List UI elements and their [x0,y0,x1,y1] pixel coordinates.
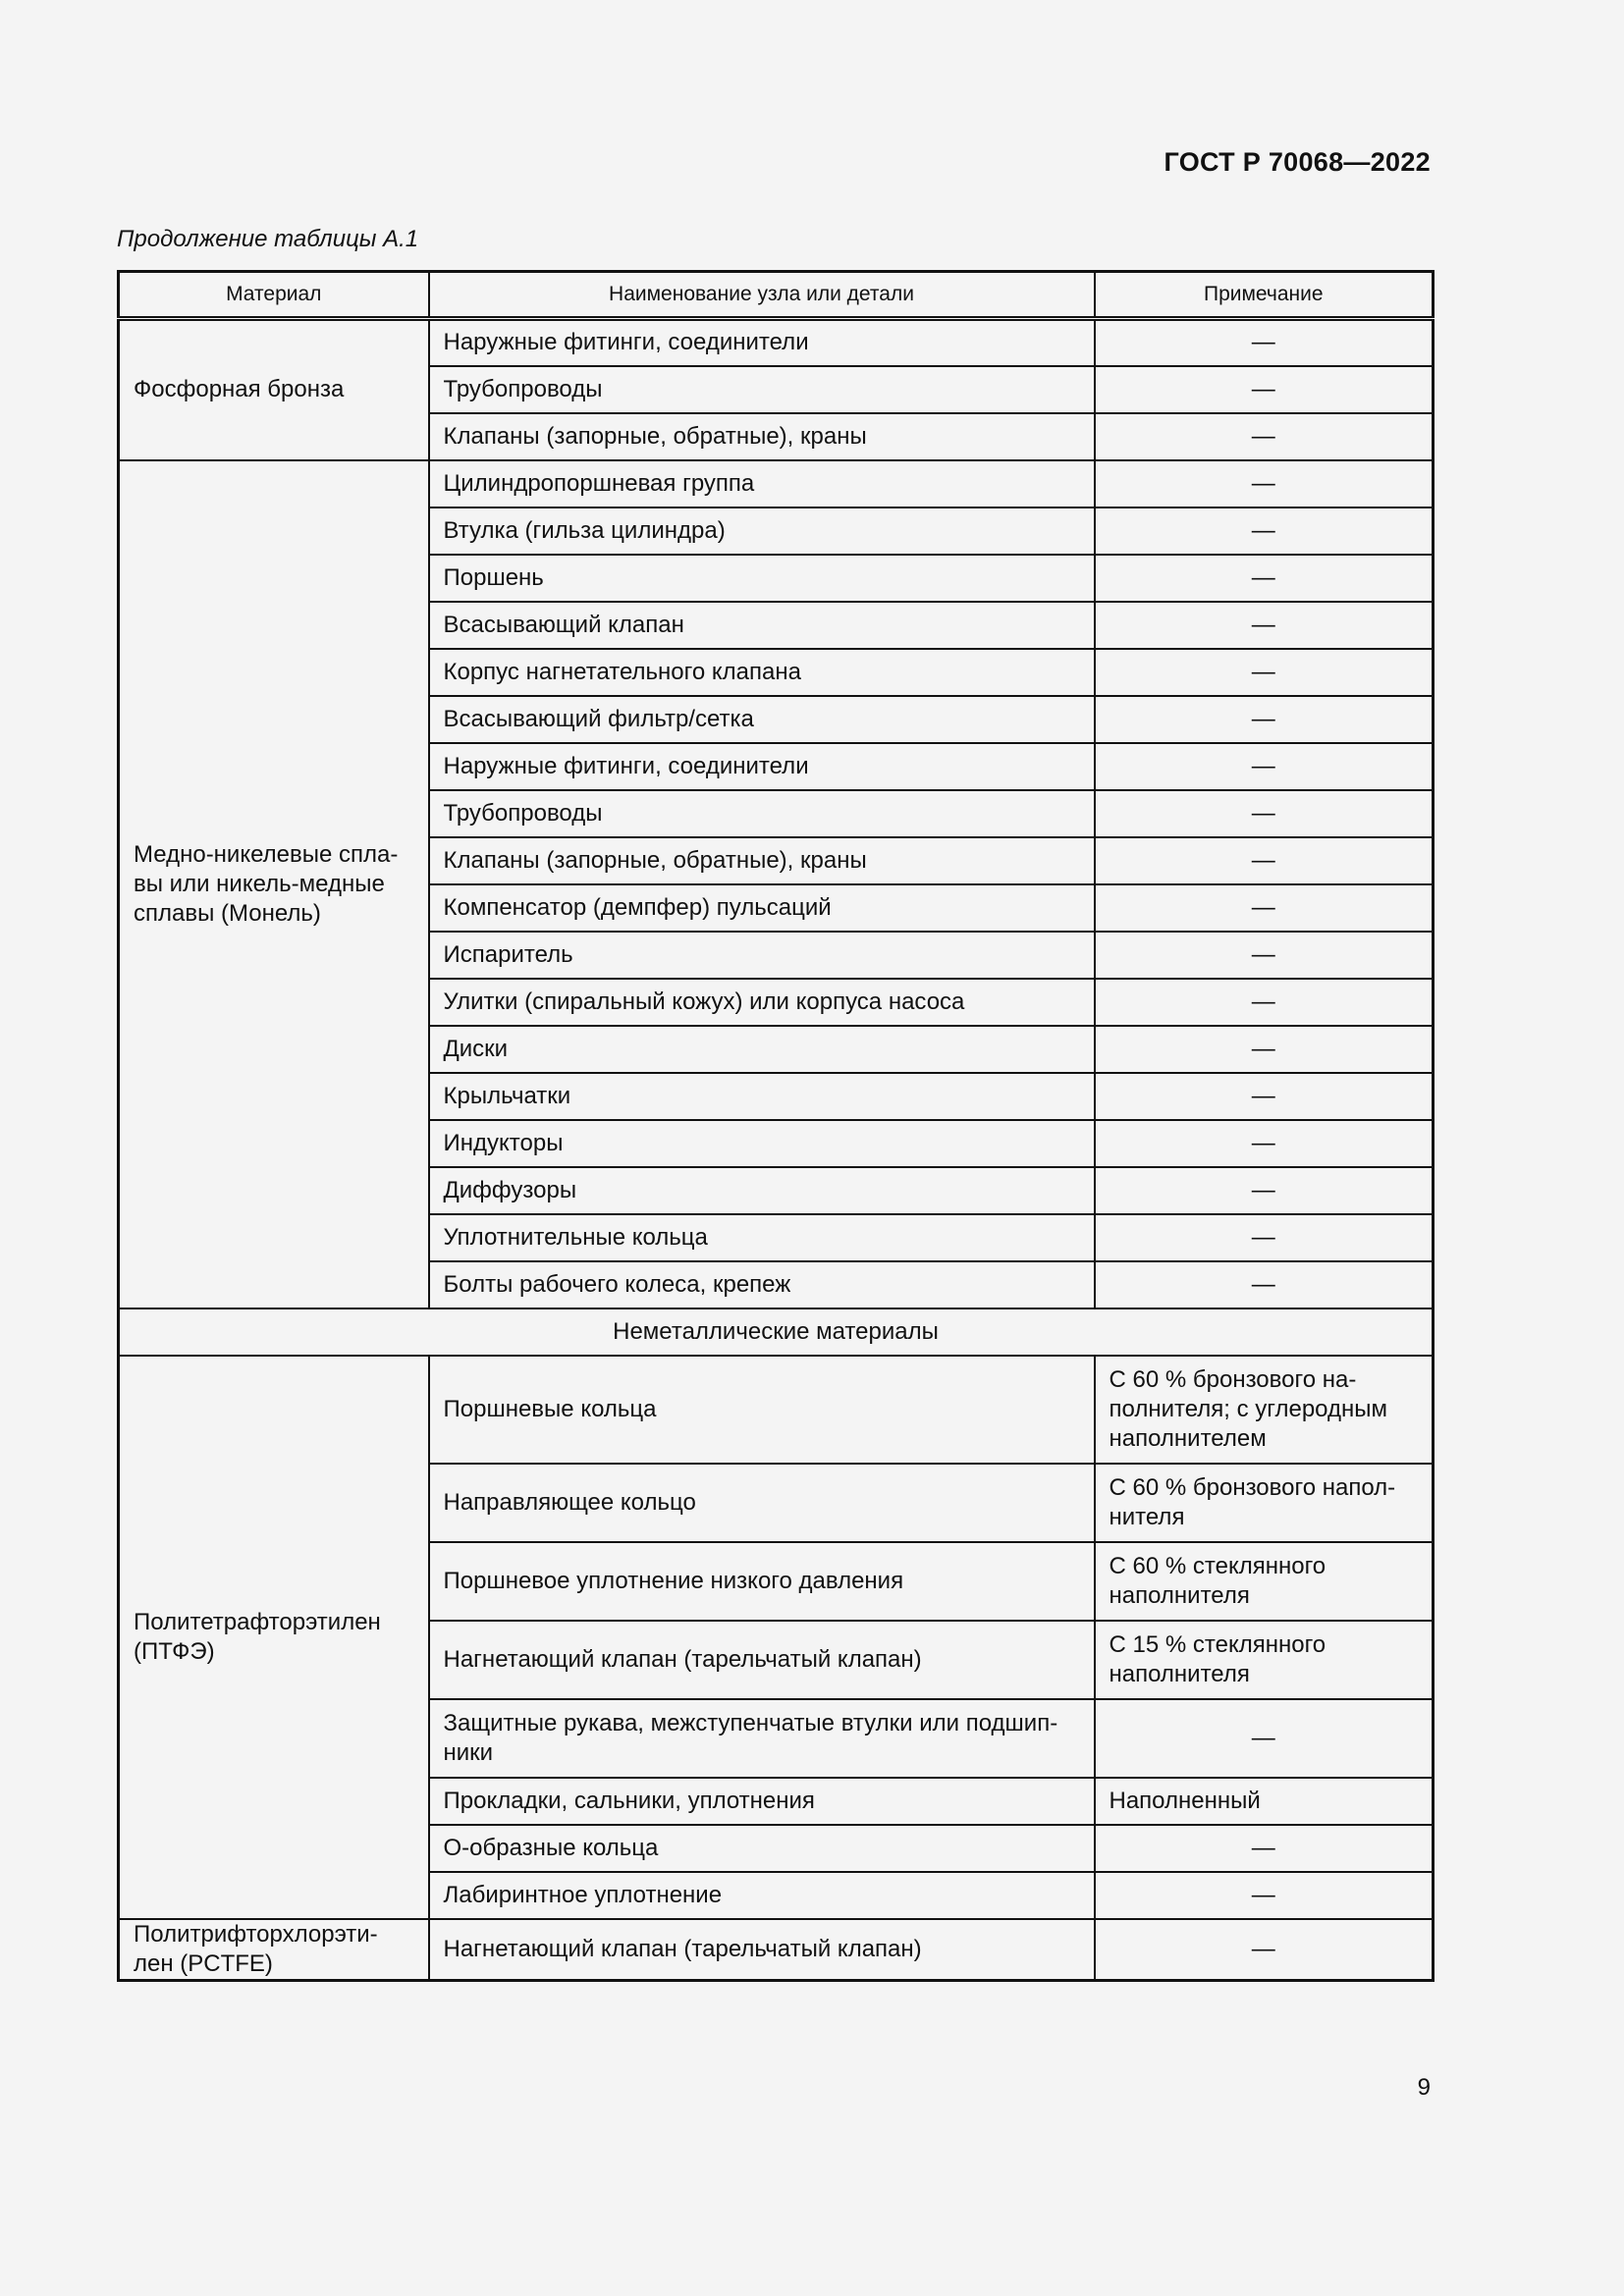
note-cell: — [1095,696,1434,743]
note-cell: С 60 % стеклянного наполнителя [1095,1542,1434,1621]
part-cell: Трубопроводы [429,790,1095,837]
part-cell: Компенсатор (демпфер) пульсаций [429,884,1095,932]
note-cell: — [1095,932,1434,979]
part-cell: Индукторы [429,1120,1095,1167]
note-cell: — [1095,366,1434,413]
part-cell: О-образные кольца [429,1825,1095,1872]
part-cell: Поршень [429,555,1095,602]
note-cell: — [1095,1026,1434,1073]
note-cell: — [1095,743,1434,790]
part-cell: Всасывающий фильтр/сетка [429,696,1095,743]
part-cell: Болты рабочего колеса, крепеж [429,1261,1095,1308]
note-cell: — [1095,1167,1434,1214]
part-cell: Крыльчатки [429,1073,1095,1120]
note-cell: — [1095,507,1434,555]
part-cell: Трубопроводы [429,366,1095,413]
table-row [119,319,1434,366]
part-cell: Всасывающий клапан [429,602,1095,649]
note-cell: — [1095,1120,1434,1167]
note-cell: — [1095,649,1434,696]
note-cell: — [1095,413,1434,460]
table-row [119,1356,1434,1464]
part-cell: Поршневые кольца [429,1356,1095,1464]
note-cell: С 15 % стеклянного наполнителя [1095,1621,1434,1699]
materials-table [117,270,1435,1982]
part-cell: Направляющее кольцо [429,1464,1095,1542]
part-cell: Диффузоры [429,1167,1095,1214]
part-cell: Нагнетающий клапан (тарельчатый клапан) [429,1919,1095,1981]
part-cell: Наружные фитинги, соединители [429,743,1095,790]
section-row [119,1308,1434,1356]
note-cell: Наполненный [1095,1778,1434,1825]
material-cell: Фосфорная бронза [119,319,429,460]
part-cell: Нагнетающий клапан (тарельчатый клапан) [429,1621,1095,1699]
part-cell: Поршневое уплотнение низкого давления [429,1542,1095,1621]
note-cell: — [1095,884,1434,932]
note-cell: — [1095,1699,1434,1778]
column-header-note: Примечание [1095,272,1434,319]
section-title: Неметаллические материалы [119,1308,1434,1356]
material-cell: Политрифторхлорэти- лен (PCTFE) [119,1919,429,1981]
note-cell: — [1095,1872,1434,1919]
note-cell: — [1095,790,1434,837]
note-cell: — [1095,319,1434,366]
part-cell: Диски [429,1026,1095,1073]
note-cell: — [1095,1214,1434,1261]
note-cell: — [1095,979,1434,1026]
part-cell: Клапаны (запорные, обратные), краны [429,837,1095,884]
note-cell: — [1095,602,1434,649]
part-cell: Уплотнительные кольца [429,1214,1095,1261]
part-cell: Клапаны (запорные, обратные), краны [429,413,1095,460]
document-code: ГОСТ Р 70068—2022 [1164,147,1431,177]
part-cell: Прокладки, сальники, уплотнения [429,1778,1095,1825]
note-cell: С 60 % бронзового напол- нителя [1095,1464,1434,1542]
table-caption: Продолжение таблицы А.1 [117,226,419,252]
part-cell: Лабиринтное уплотнение [429,1872,1095,1919]
note-cell: — [1095,1825,1434,1872]
part-cell: Корпус нагнетательного клапана [429,649,1095,696]
part-cell: Втулка (гильза цилиндра) [429,507,1095,555]
material-cell: Политетрафторэтилен (ПТФЭ) [119,1356,429,1919]
part-cell: Улитки (спиральный кожух) или корпуса насоса [429,979,1095,1026]
page-number: 9 [1417,2074,1431,2101]
column-header-part: Наименование узла или детали [429,272,1095,319]
note-cell: — [1095,555,1434,602]
part-cell: Испаритель [429,932,1095,979]
part-cell: Наружные фитинги, соединители [429,319,1095,366]
table-row [119,460,1434,507]
note-cell: — [1095,1261,1434,1308]
part-cell: Защитные рукава, межступенчатые втулки или подшип- ники [429,1699,1095,1778]
note-cell: С 60 % бронзового на- полнителя; с углеродным наполнителем [1095,1356,1434,1464]
table-header-row [119,272,1434,319]
table-row [119,1919,1434,1981]
column-header-material: Материал [119,272,429,319]
note-cell: — [1095,837,1434,884]
note-cell: — [1095,460,1434,507]
note-cell: — [1095,1919,1434,1981]
note-cell: — [1095,1073,1434,1120]
part-cell: Цилиндропоршневая группа [429,460,1095,507]
material-cell: Медно-никелевые спла- вы или никель-медные сплавы (Монель) [119,460,429,1308]
